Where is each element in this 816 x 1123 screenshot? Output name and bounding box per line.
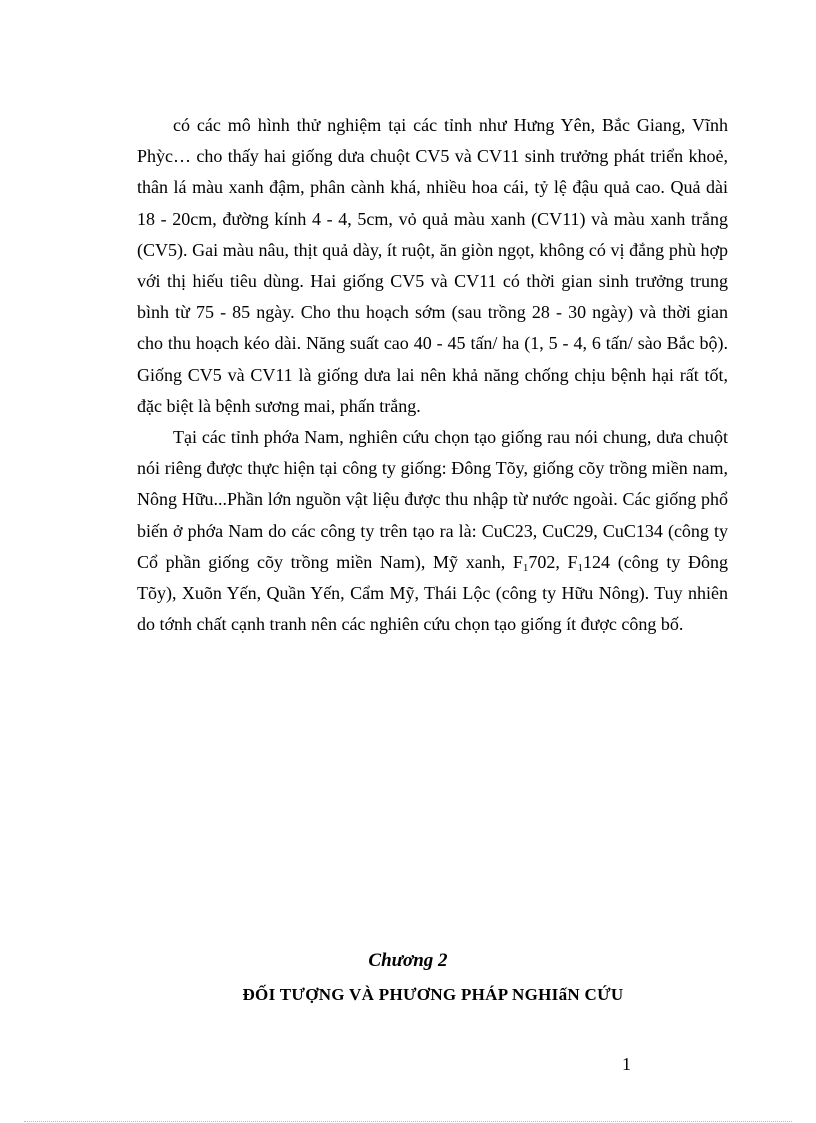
variety-code-letter: F xyxy=(512,551,523,572)
paragraph xyxy=(137,422,728,640)
subscript: 1 xyxy=(577,561,584,574)
page-bottom-rule xyxy=(24,1121,792,1122)
body-text xyxy=(137,110,728,640)
chapter-label: Chương 2 xyxy=(368,950,448,971)
paragraph-text: Tại các tỉnh phớa Nam, nghiên cứu chọn tạo giống rau nói chung, dưa chuột nói riêng được thực hiện tại công ty giống: Đông Tõy, giống cõy trồng miền nam, Nông Hữu...Phần lớn nguồn vật liệu được thu nhập từ nước ngoài. Các giống phổ biến ở phớa Nam do các công ty trên tạo ra là: CuC23, CuC29, CuC134 (công ty Cổ phần giống cõy trồng miền Nam), Mỹ xanh, xyxy=(137,427,728,572)
page-number: 1 xyxy=(622,1054,631,1074)
subscript: 1 xyxy=(522,561,529,574)
paragraph-text: 124 (công ty Đông Tõy), Xuõn Yến, Quần Yến, Cẩm Mỹ, Thái Lộc (công ty Hữu Nông). Tuy nhiên do tớnh chất cạnh tranh nên các nghiên cứu chọn tạo giống ít được công bố. xyxy=(137,551,728,635)
variety-code-letter: F xyxy=(567,551,578,572)
paragraph: có các mô hình thử nghiệm tại các tỉnh như Hưng Yên, Bắc Giang, Vĩnh Phỳc… cho thấy hai giống dưa chuột CV5 và CV11 sinh trưởng phát triển khoẻ, thân lá màu xanh đậm, phân cành khá, nhiều hoa cái, tỷ lệ đậu quả cao. Quả dài 18 - 20cm, đường kính 4 - 4, 5cm, vỏ quả màu xanh (CV11) và màu xanh trắng (CV5). Gai màu nâu, thịt quả dày, ít ruột, ăn giòn ngọt, không có vị đắng phù hợp với thị hiếu tiêu dùng. Hai giống CV5 và CV11 có thời gian sinh trưởng trung bình từ 75 - 85 ngày. Cho thu hoạch sớm (sau trồng 28 - 30 ngày) và thời gian cho thu hoạch kéo dài. Năng suất cao 40 - 45 tấn/ ha (1, 5 - 4, 6 tấn/ sào Bắc bộ). Giống CV5 và CV11 là giống dưa lai nên khả năng chống chịu bệnh hại rất tốt, đặc biệt là bệnh sương mai, phấn trắng. xyxy=(137,115,728,416)
chapter-title: ĐỐI TƯỢNG VÀ PHƯƠNG PHÁP NGHIấN CỨU xyxy=(242,985,624,1004)
paragraph-text: 702, xyxy=(528,551,568,572)
